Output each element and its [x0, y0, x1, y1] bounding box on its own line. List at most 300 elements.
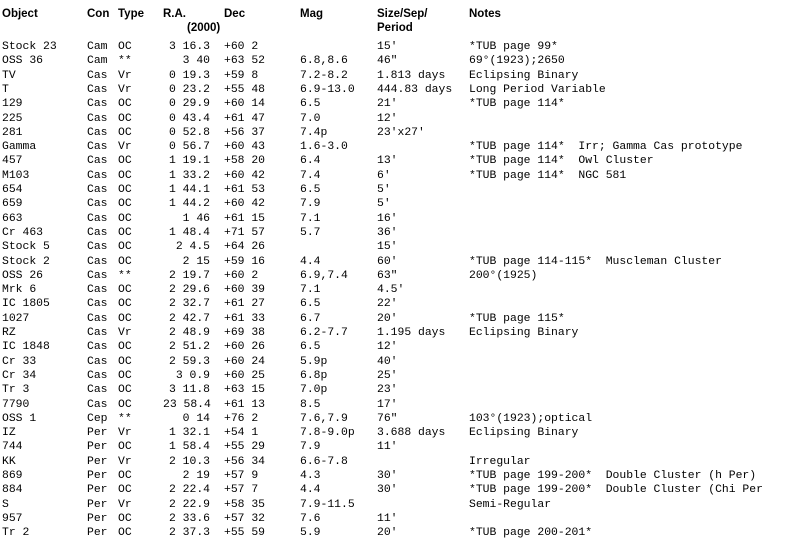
cell-type: OC [118, 527, 132, 540]
header-ra: R.A. [163, 8, 186, 20]
cell-con: Cas [87, 369, 108, 382]
table-row [0, 412, 800, 426]
cell-dec: +63 52 [224, 55, 266, 68]
cell-object: KK [2, 455, 16, 468]
cell-ra: 1 32.1 [168, 427, 210, 440]
cell-type: Vr [118, 427, 132, 440]
cell-type: OC [118, 98, 132, 111]
cell-object: 129 [2, 98, 23, 111]
table-row [0, 483, 800, 497]
cell-notes: 200°(1925) [469, 269, 538, 282]
cell-object: TV [2, 69, 16, 82]
cell-size: 46" [377, 55, 398, 68]
cell-con: Cas [87, 155, 108, 168]
cell-dec: +56 37 [224, 126, 266, 139]
cell-con: Cam [87, 55, 108, 68]
cell-size: 23' [377, 384, 398, 397]
cell-con: Per [87, 470, 108, 482]
cell-mag: 7.8-9.0p [300, 427, 355, 440]
cell-ra: 2 10.3 [168, 455, 210, 468]
cell-dec: +54 1 [224, 427, 259, 440]
cell-size: 13' [377, 155, 398, 168]
cell-con: Cas [87, 384, 108, 397]
cell-object: 7790 [2, 398, 30, 411]
cell-object: Tr 2 [2, 527, 30, 540]
cell-ra: 0 43.4 [168, 112, 210, 125]
cell-mag: 7.1 [300, 212, 321, 225]
cell-mag: 7.9 [300, 198, 321, 211]
cell-ra: 0 29.9 [168, 98, 210, 111]
cell-dec: +61 27 [224, 298, 266, 311]
cell-object: IZ [2, 427, 16, 440]
table-row [0, 112, 800, 126]
cell-mag: 6.5 [300, 341, 321, 354]
cell-ra: 2 59.3 [168, 355, 210, 368]
cell-notes: 69°(1923);2650 [469, 55, 565, 68]
cell-ra: 1 58.4 [168, 441, 210, 454]
cell-dec: +58 35 [224, 498, 266, 511]
cell-type: OC [118, 312, 132, 325]
cell-size: 444.83 days [377, 83, 453, 96]
cell-ra: 2 29.6 [168, 284, 210, 297]
cell-type: OC [118, 384, 132, 397]
cell-type: Vr [118, 327, 132, 339]
cell-ra: 2 4.5 [175, 241, 210, 254]
cell-size: 5' [377, 184, 391, 196]
cell-con: Cas [87, 184, 108, 196]
cell-size: 63" [377, 269, 398, 282]
cell-size: 12' [377, 341, 398, 354]
cell-notes: Irregular [469, 455, 531, 468]
cell-con: Cas [87, 341, 108, 354]
cell-dec: +69 38 [224, 327, 266, 339]
cell-con: Per [87, 527, 108, 540]
cell-type: Vr [118, 141, 132, 154]
cell-ra: 3 0.9 [175, 369, 210, 382]
cell-size: 36' [377, 226, 398, 239]
cell-mag: 4.3 [300, 470, 321, 482]
cell-mag: 6.7 [300, 312, 321, 325]
cell-type: OC [118, 298, 132, 311]
cell-con: Cas [87, 269, 108, 282]
table-row [0, 154, 800, 168]
cell-ra: 2 19.7 [168, 269, 210, 282]
cell-ra: 0 23.2 [168, 83, 210, 96]
cell-mag: 7.6,7.9 [300, 412, 348, 425]
cell-ra: 23 58.4 [163, 398, 211, 411]
cell-object: 225 [2, 112, 23, 125]
cell-mag: 6.6-7.8 [300, 455, 348, 468]
cell-dec: +59 8 [224, 69, 259, 82]
cell-object: OSS 26 [2, 269, 44, 282]
cell-type: OC [118, 441, 132, 454]
cell-object: 884 [2, 484, 23, 497]
header-period: Period [377, 22, 413, 34]
cell-notes: *TUB page 114* NGC 581 [469, 169, 627, 182]
cell-type: OC [118, 226, 132, 239]
cell-dec: +60 14 [224, 98, 266, 111]
table-row [0, 226, 800, 240]
table-row [0, 297, 800, 311]
table-row [0, 326, 800, 340]
cell-type: OC [118, 155, 132, 168]
cell-con: Cas [87, 126, 108, 139]
cell-size: 15' [377, 241, 398, 254]
cell-notes: 103°(1923);optical [469, 412, 593, 425]
cell-con: Cas [87, 169, 108, 182]
cell-ra: 2 48.9 [168, 327, 210, 339]
cell-con: Cas [87, 241, 108, 254]
table-row [0, 440, 800, 454]
cell-mag: 7.4p [300, 126, 328, 139]
cell-con: Cas [87, 198, 108, 211]
cell-object: 663 [2, 212, 23, 225]
cell-ra: 2 32.7 [168, 298, 210, 311]
table-row [0, 283, 800, 297]
cell-dec: +60 2 [224, 41, 259, 53]
cell-con: Per [87, 427, 108, 440]
cell-ra: 2 33.6 [168, 512, 210, 525]
cell-object: 744 [2, 441, 23, 454]
table-row [0, 40, 800, 54]
cell-type: ** [118, 269, 132, 282]
cell-ra: 3 11.8 [168, 384, 210, 397]
table-row [0, 469, 800, 483]
cell-notes: Semi-Regular [469, 498, 552, 511]
cell-size: 1.813 days [377, 69, 446, 82]
cell-object: Stock 2 [2, 255, 50, 268]
cell-con: Cas [87, 141, 108, 154]
cell-size: 3.688 days [377, 427, 446, 440]
cell-con: Cas [87, 83, 108, 96]
cell-con: Per [87, 455, 108, 468]
cell-object: M103 [2, 169, 30, 182]
cell-type: OC [118, 241, 132, 254]
cell-ra: 0 14 [182, 412, 210, 425]
cell-con: Cam [87, 41, 108, 53]
cell-dec: +59 16 [224, 255, 266, 268]
cell-object: 869 [2, 470, 23, 482]
table-row [0, 255, 800, 269]
cell-con: Cas [87, 69, 108, 82]
cell-type: OC [118, 212, 132, 225]
table-row [0, 426, 800, 440]
cell-type: OC [118, 41, 132, 53]
cell-mag: 5.9 [300, 527, 321, 540]
cell-object: Stock 23 [2, 41, 57, 53]
cell-ra: 1 33.2 [168, 169, 210, 182]
cell-con: Cas [87, 112, 108, 125]
table-row [0, 240, 800, 254]
table-row [0, 169, 800, 183]
cell-size: 12' [377, 112, 398, 125]
cell-ra: 2 51.2 [168, 341, 210, 354]
table-row [0, 526, 800, 540]
cell-object: Mrk 6 [2, 284, 37, 297]
cell-dec: +61 13 [224, 398, 266, 411]
cell-object: 957 [2, 512, 23, 525]
cell-size: 30' [377, 470, 398, 482]
cell-con: Cas [87, 298, 108, 311]
cell-dec: +60 39 [224, 284, 266, 297]
cell-type: OC [118, 112, 132, 125]
cell-size: 30' [377, 484, 398, 497]
header-mag: Mag [300, 8, 323, 20]
header-notes: Notes [469, 8, 501, 20]
header-dec: Dec [224, 8, 246, 20]
cell-dec: +60 26 [224, 341, 266, 354]
cell-dec: +61 15 [224, 212, 266, 225]
cell-dec: +57 7 [224, 484, 259, 497]
cell-object: S [2, 498, 9, 511]
cell-object: 659 [2, 198, 23, 211]
cell-object: Tr 3 [2, 384, 30, 397]
header-epoch: (2000) [187, 22, 221, 34]
cell-dec: +71 57 [224, 226, 266, 239]
cell-mag: 7.2-8.2 [300, 69, 348, 82]
table-row [0, 183, 800, 197]
cell-type: OC [118, 398, 132, 411]
cell-object: 457 [2, 155, 23, 168]
cell-ra: 2 37.3 [168, 527, 210, 540]
cell-notes: *TUB page 99* [469, 41, 558, 53]
cell-dec: +55 59 [224, 527, 266, 540]
cell-con: Cas [87, 212, 108, 225]
cell-con: Per [87, 498, 108, 511]
cell-notes: *TUB page 199-200* Double Cluster (Chi Per [469, 484, 763, 497]
cell-ra: 1 44.1 [168, 184, 210, 196]
cell-con: Per [87, 484, 108, 497]
cell-size: 1.195 days [377, 327, 446, 339]
cell-size: 76" [377, 412, 398, 425]
cell-dec: +57 32 [224, 512, 266, 525]
cell-con: Cas [87, 312, 108, 325]
cell-mag: 1.6-3.0 [300, 141, 348, 154]
cell-dec: +60 25 [224, 369, 266, 382]
cell-mag: 6.2-7.7 [300, 327, 348, 339]
cell-mag: 8.5 [300, 398, 321, 411]
cell-type: ** [118, 412, 132, 425]
table-row [0, 383, 800, 397]
cell-size: 16' [377, 212, 398, 225]
cell-object: IC 1848 [2, 341, 50, 354]
cell-size: 40' [377, 355, 398, 368]
cell-ra: 1 48.4 [168, 226, 210, 239]
cell-object: OSS 1 [2, 412, 37, 425]
cell-type: OC [118, 126, 132, 139]
cell-dec: +60 24 [224, 355, 266, 368]
cell-dec: +76 2 [224, 412, 259, 425]
cell-object: Cr 34 [2, 369, 37, 382]
table-row [0, 269, 800, 283]
cell-notes: Eclipsing Binary [469, 427, 579, 440]
table-row [0, 140, 800, 154]
cell-type: OC [118, 184, 132, 196]
cell-dec: +60 42 [224, 198, 266, 211]
cell-dec: +61 53 [224, 184, 266, 196]
cell-size: 21' [377, 98, 398, 111]
cell-con: Cas [87, 284, 108, 297]
cell-ra: 2 15 [182, 255, 210, 268]
cell-dec: +58 20 [224, 155, 266, 168]
cell-size: 60' [377, 255, 398, 268]
cell-type: OC [118, 484, 132, 497]
table-row [0, 126, 800, 140]
cell-ra: 1 46 [182, 212, 210, 225]
cell-ra: 2 22.9 [168, 498, 210, 511]
cell-size: 6' [377, 169, 391, 182]
cell-mag: 4.4 [300, 255, 321, 268]
header-con: Con [87, 8, 110, 20]
cell-type: Vr [118, 455, 132, 468]
cell-type: Vr [118, 498, 132, 511]
cell-dec: +63 15 [224, 384, 266, 397]
cell-size: 17' [377, 398, 398, 411]
cell-object: T [2, 83, 9, 96]
cell-notes: Long Period Variable [469, 83, 606, 96]
cell-mag: 7.6 [300, 512, 321, 525]
cell-notes: *TUB page 114* [469, 98, 565, 111]
cell-con: Per [87, 512, 108, 525]
cell-mag: 7.0p [300, 384, 328, 397]
cell-ra: 1 44.2 [168, 198, 210, 211]
table-row [0, 355, 800, 369]
cell-object: Cr 463 [2, 226, 44, 239]
cell-con: Cas [87, 398, 108, 411]
cell-con: Cas [87, 255, 108, 268]
cell-con: Cas [87, 226, 108, 239]
cell-dec: +60 2 [224, 269, 259, 282]
cell-notes: *TUB page 114* Owl Cluster [469, 155, 654, 168]
cell-size: 23'x27' [377, 126, 425, 139]
cell-object: RZ [2, 327, 16, 339]
cell-object: OSS 36 [2, 55, 44, 68]
cell-mag: 7.9-11.5 [300, 498, 355, 511]
cell-con: Per [87, 441, 108, 454]
cell-ra: 3 40 [182, 55, 210, 68]
cell-size: 20' [377, 527, 398, 540]
cell-ra: 0 56.7 [168, 141, 210, 154]
cell-object: 654 [2, 184, 23, 196]
cell-dec: +55 29 [224, 441, 266, 454]
cell-ra: 2 42.7 [168, 312, 210, 325]
table-row [0, 212, 800, 226]
cell-size: 5' [377, 198, 391, 211]
cell-mag: 7.1 [300, 284, 321, 297]
cell-mag: 5.7 [300, 226, 321, 239]
cell-notes: *TUB page 199-200* Double Cluster (h Per) [469, 470, 757, 482]
cell-type: OC [118, 341, 132, 354]
table-row [0, 312, 800, 326]
cell-mag: 6.9-13.0 [300, 83, 355, 96]
cell-object: Gamma [2, 141, 37, 154]
cell-dec: +61 33 [224, 312, 266, 325]
cell-notes: *TUB page 114* Irr; Gamma Cas prototype [469, 141, 743, 154]
cell-ra: 2 22.4 [168, 484, 210, 497]
cell-type: OC [118, 470, 132, 482]
cell-object: Cr 33 [2, 355, 37, 368]
cell-size: 15' [377, 41, 398, 53]
cell-mag: 4.4 [300, 484, 321, 497]
table-row [0, 340, 800, 354]
cell-dec: +55 48 [224, 83, 266, 96]
cell-type: Vr [118, 69, 132, 82]
cell-dec: +56 34 [224, 455, 266, 468]
table-row [0, 97, 800, 111]
cell-mag: 6.5 [300, 184, 321, 196]
table-row [0, 455, 800, 469]
table-row [0, 512, 800, 526]
cell-type: OC [118, 512, 132, 525]
cell-dec: +60 43 [224, 141, 266, 154]
cell-type: OC [118, 284, 132, 297]
cell-type: OC [118, 369, 132, 382]
cell-object: IC 1805 [2, 298, 50, 311]
cell-dec: +60 42 [224, 169, 266, 182]
cell-mag: 7.9 [300, 441, 321, 454]
cell-type: OC [118, 169, 132, 182]
cell-size: 11' [377, 512, 398, 525]
cell-type: OC [118, 255, 132, 268]
cell-dec: +57 9 [224, 470, 259, 482]
cell-mag: 6.5 [300, 298, 321, 311]
cell-mag: 6.4 [300, 155, 321, 168]
cell-object: 1027 [2, 312, 30, 325]
cell-type: Vr [118, 83, 132, 96]
table-row [0, 398, 800, 412]
cell-type: OC [118, 355, 132, 368]
table-row [0, 498, 800, 512]
cell-notes: *TUB page 114-115* Muscleman Cluster [469, 255, 722, 268]
cell-mag: 6.9,7.4 [300, 269, 348, 282]
table-row [0, 83, 800, 97]
cell-notes: *TUB page 115* [469, 312, 565, 325]
cell-ra: 0 52.8 [168, 126, 210, 139]
cell-ra: 2 19 [182, 470, 210, 482]
cell-mag: 5.9p [300, 355, 328, 368]
cell-object: 281 [2, 126, 23, 139]
cell-ra: 0 19.3 [168, 69, 210, 82]
cell-dec: +64 26 [224, 241, 266, 254]
cell-size: 20' [377, 312, 398, 325]
cell-con: Cep [87, 412, 108, 425]
cell-mag: 6.8,8.6 [300, 55, 348, 68]
cell-type: ** [118, 55, 132, 68]
header-type: Type [118, 8, 144, 20]
cell-mag: 6.8p [300, 369, 328, 382]
cell-mag: 7.4 [300, 169, 321, 182]
cell-object: Stock 5 [2, 241, 50, 254]
cell-mag: 7.0 [300, 112, 321, 125]
table-row [0, 197, 800, 211]
cell-size: 11' [377, 441, 398, 454]
cell-ra: 3 16.3 [168, 41, 210, 53]
cell-size: 25' [377, 369, 398, 382]
cell-con: Cas [87, 355, 108, 368]
table-row [0, 369, 800, 383]
table-row [0, 69, 800, 83]
header-size-sep: Size/Sep/ [377, 8, 428, 20]
cell-con: Cas [87, 98, 108, 111]
cell-notes: *TUB page 200-201* [469, 527, 593, 540]
cell-size: 22' [377, 298, 398, 311]
cell-notes: Eclipsing Binary [469, 327, 579, 339]
cell-notes: Eclipsing Binary [469, 69, 579, 82]
cell-mag: 6.5 [300, 98, 321, 111]
cell-dec: +61 47 [224, 112, 266, 125]
cell-type: OC [118, 198, 132, 211]
cell-ra: 1 19.1 [168, 155, 210, 168]
